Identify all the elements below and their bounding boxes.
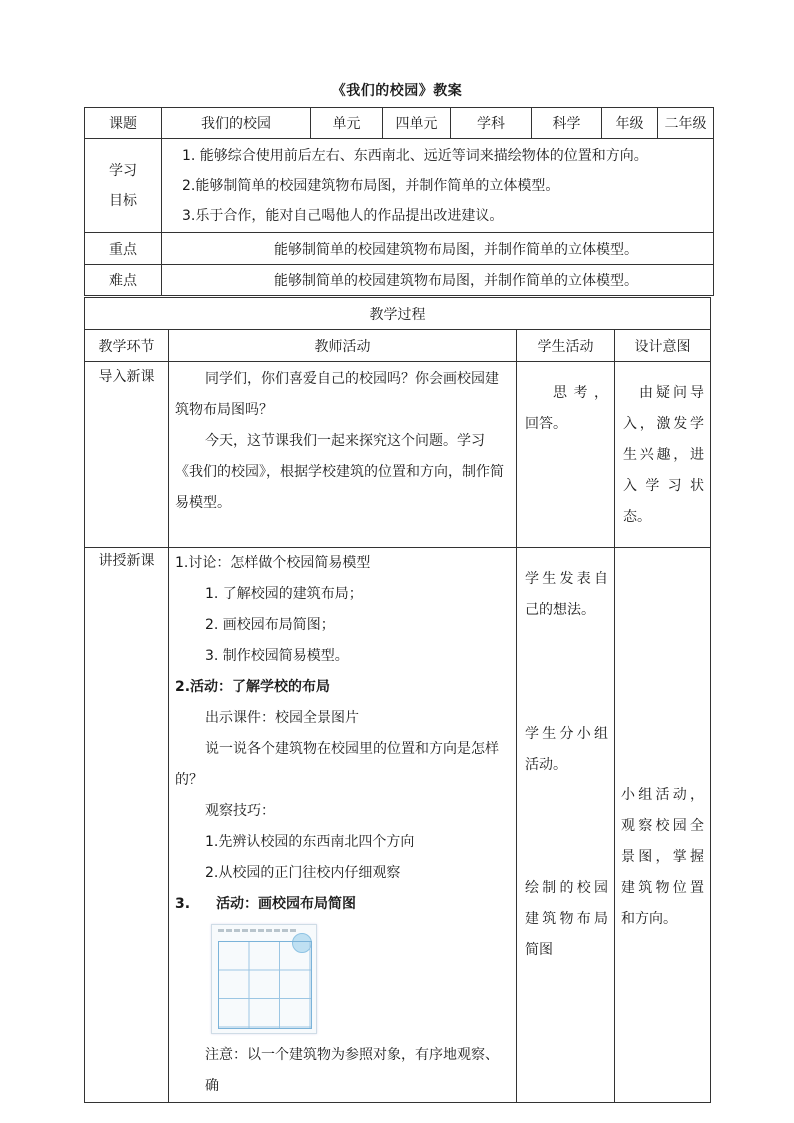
note-text: 注意：以一个建筑物为参照对象，有序地观察、确: [205, 1047, 499, 1094]
topic-label: 课题: [85, 108, 162, 139]
student-activity-1: 学生发表自己的想法。: [525, 571, 608, 618]
intro-teacher-p1: 同学们，你们喜爱自己的校园吗？你会画校园建筑物布局图吗？: [175, 371, 499, 418]
step-item: 1. 了解校园的建筑布局；: [205, 586, 363, 602]
intro-design: 由疑问导入，激发学生兴趣，进入学习状态。: [623, 385, 704, 525]
step-item: 2. 画校园布局简图；: [205, 617, 335, 633]
key-point-text: 能够制简单的校园建筑物布局图，并制作简单的立体模型。: [162, 233, 714, 265]
activity3-title: 活动：画校园布局简图: [216, 896, 357, 912]
grade-label: 年级: [602, 108, 658, 139]
grade-value: 二年级: [658, 108, 714, 139]
topic-value: 我们的校园: [162, 108, 311, 139]
goal-item: 3.乐于合作，能对自己喝他人的作品提出改进建议。: [182, 207, 504, 224]
activity3-heading: [175, 889, 510, 920]
subject-label: 学科: [451, 108, 532, 139]
lesson-info-table: [84, 107, 714, 296]
key-point-label: 重点: [85, 233, 162, 265]
key-point-row: [85, 233, 714, 265]
step-item: 3. 制作校园简易模型。: [205, 648, 349, 664]
difficulty-text: 能够制简单的校园建筑物布局图，并制作简单的立体模型。: [162, 265, 714, 296]
col-design: 设计意图: [615, 330, 711, 362]
process-header-row: [85, 330, 711, 362]
tip-item: 1.先辨认校园的东西南北四个方向: [205, 834, 415, 850]
unit-value: 四单元: [383, 108, 451, 139]
intro-teacher: [169, 362, 517, 548]
document-title: 《我们的校园》教案: [331, 83, 463, 99]
process-title-row: [85, 298, 711, 330]
process-title: 教学过程: [85, 298, 711, 330]
intro-row: [85, 362, 711, 548]
difficulty-row: [85, 265, 714, 296]
image-caption-lines: [218, 929, 296, 932]
header-row: [85, 108, 714, 139]
intro-teacher-p2: 今天，这节课我们一起来探究这个问题。学习《我们的校园》，根据学校建筑的位置和方向，制作简易模型。: [175, 433, 504, 511]
intro-student: 思考，回答。: [525, 385, 608, 432]
col-stage: 教学环节: [85, 330, 169, 362]
campus-layout-image: [211, 924, 317, 1034]
student-activity-3: 绘制的校园建筑物布局简图: [525, 880, 608, 958]
intro-stage: 导入新课: [85, 362, 169, 548]
teach-stage: 讲授新课: [85, 548, 169, 1103]
teach-student: [517, 548, 615, 1103]
goal-item: 2.能够制简单的校园建筑物布局图，并制作简单的立体模型。: [182, 177, 560, 194]
tip-item: 2.从校园的正门往校内仔细观察: [205, 865, 401, 881]
discuss-title: 1.讨论：怎样做个校园简易模型: [175, 555, 371, 571]
tips-title: 观察技巧：: [205, 803, 275, 819]
col-student: 学生活动: [517, 330, 615, 362]
teach-design: [615, 548, 711, 1103]
teaching-process-table: [84, 297, 711, 1103]
activity2-title: 2.活动：了解学校的布局: [175, 679, 331, 695]
col-teacher: 教师活动: [169, 330, 517, 362]
unit-label: 单元: [311, 108, 383, 139]
difficulty-label: 难点: [85, 265, 162, 296]
goals-content: [162, 139, 714, 233]
goals-label-line2: 目标: [109, 192, 137, 209]
activity3-num: 3.: [175, 896, 191, 912]
design-intent: 小组活动，观察校园全景图，掌握建筑物位置和方向。: [621, 787, 704, 927]
goals-label-line1: 学习: [109, 162, 137, 179]
subject-value: 科学: [532, 108, 602, 139]
teach-teacher: [169, 548, 517, 1103]
teach-row: [85, 548, 711, 1103]
grid-paper: [218, 941, 312, 1029]
student-activity-2: 学生分小组活动。: [525, 726, 608, 773]
goals-label: [85, 139, 162, 233]
ask-text: 说一说各个建筑物在校园里的位置和方向是怎样的？: [175, 741, 499, 788]
goal-item: 1. 能够综合使用前后左右、东西南北、远近等词来描绘物体的位置和方向。: [182, 147, 648, 164]
goals-row: [85, 139, 714, 233]
courseware-text: 出示课件：校园全景图片: [205, 710, 359, 726]
